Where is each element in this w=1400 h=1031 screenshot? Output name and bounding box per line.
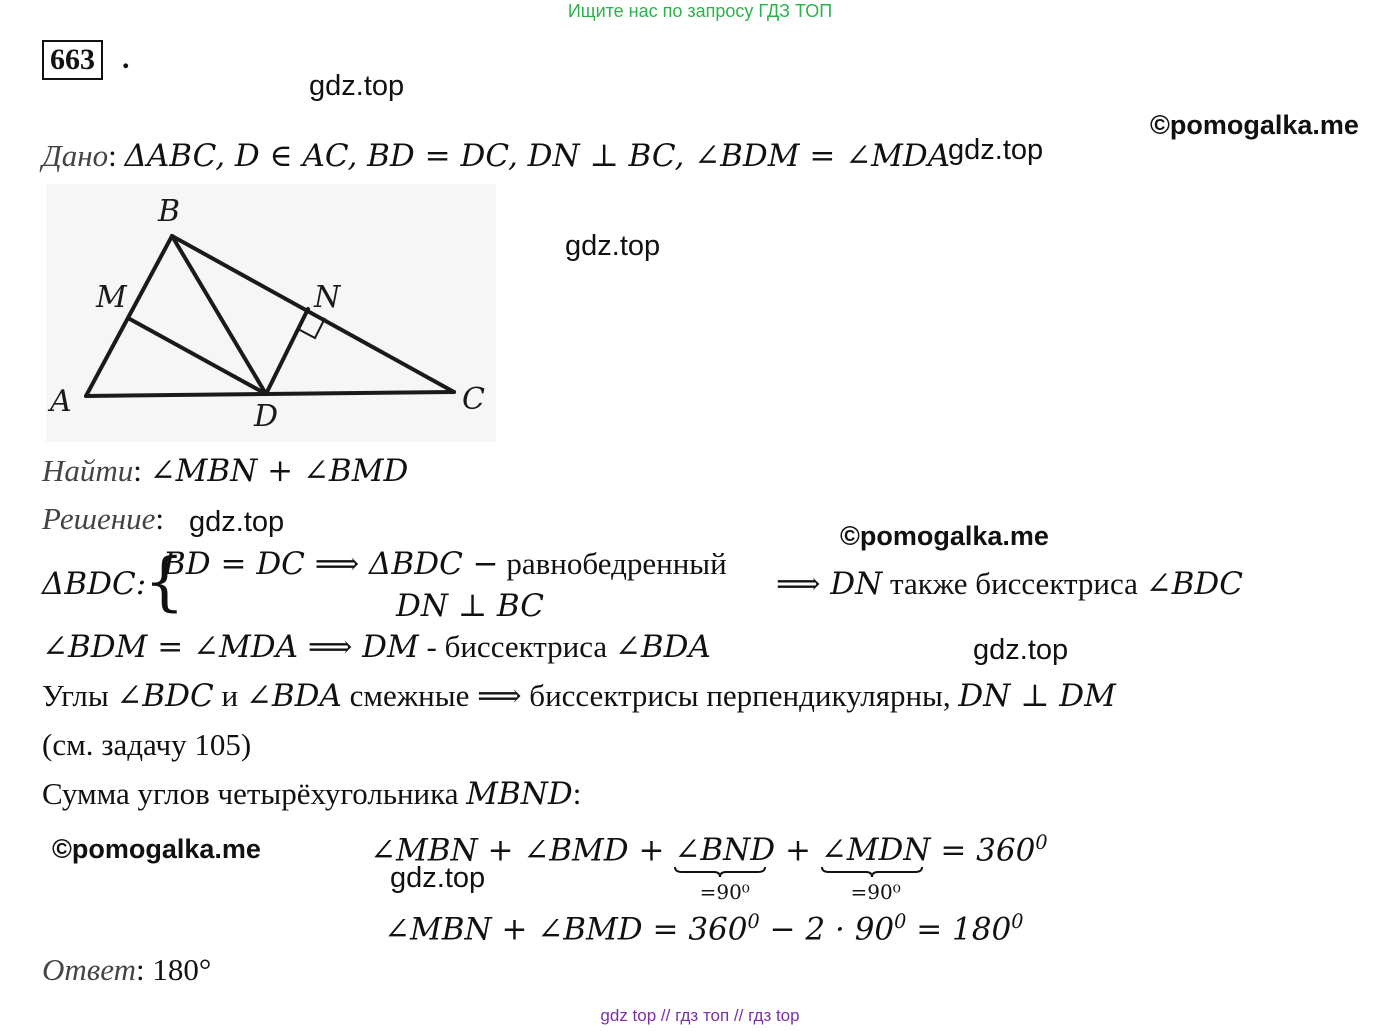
side-bc <box>172 236 454 392</box>
system-line-1 <box>163 546 727 582</box>
label-n: N <box>314 280 341 315</box>
step2-angle: ∠BDA <box>614 629 711 665</box>
underbrace-mdn <box>820 832 931 905</box>
label-m: M <box>96 280 127 315</box>
step2-math: ∠BDM = ∠MDA ⟹ DM <box>42 629 419 665</box>
system-brace: { <box>144 545 185 619</box>
system-line-2 <box>396 588 544 624</box>
watermark-gdz: gdz.top <box>973 634 1069 666</box>
step2-word: - биссектриса <box>418 629 615 664</box>
step5-math: MBND <box>466 776 573 812</box>
step-3 <box>42 678 1116 714</box>
equation-2 <box>384 904 1023 947</box>
step3-w2: и <box>213 678 246 713</box>
eq2-s3: 0 <box>1011 910 1024 933</box>
label-d: D <box>254 399 279 434</box>
system-prefix-text: ΔBDC: <box>42 566 147 602</box>
eq2-p1: ∠MBN + ∠BMD = 360 <box>384 911 748 948</box>
eq1-brace2: ∠MDN <box>820 832 931 869</box>
step3-w1: Углы <box>42 678 117 713</box>
eq2-p2: − 2 · 90 <box>759 911 895 948</box>
system-result-angle: ∠BDC <box>1145 566 1243 602</box>
given-text: ΔABC, D ∈ AC, BD = DC, DN ⊥ BC, ∠BDM = ∠MDA <box>124 138 951 174</box>
eq1-sub1: =90⁰ <box>699 880 750 905</box>
step-4: (см. задачу 105) <box>42 727 252 762</box>
solution-line <box>42 501 164 537</box>
eq1-plus: + <box>775 832 821 869</box>
watermark-gdz: gdz.top <box>189 506 285 538</box>
step5-colon: : <box>572 776 582 811</box>
given-label: Дано <box>42 138 109 173</box>
given-line <box>42 138 950 174</box>
system-line2-math: DN ⊥ BC <box>396 588 544 624</box>
given-colon: : <box>108 138 125 173</box>
eq1-tail-sup: 0 <box>1035 831 1048 854</box>
watermark-gdz: gdz.top <box>309 70 405 102</box>
step3-a2: ∠BDA <box>245 678 342 714</box>
eq2-p3: = 180 <box>906 911 1012 948</box>
eq1-part1: ∠MBN + ∠BMD + <box>370 832 675 869</box>
eq1-tail: = 360 <box>930 832 1036 869</box>
eq2-s2: 0 <box>894 910 907 933</box>
system-result-math: ⟹ DN <box>776 566 883 602</box>
underbrace-bnd <box>674 832 776 905</box>
step3-a1: ∠BDC <box>116 678 214 714</box>
footer-links[interactable]: gdz top // гдз топ // гдз top <box>600 1006 800 1025</box>
step-5 <box>42 776 581 812</box>
side-ac <box>86 392 454 396</box>
triangle-figure <box>46 184 496 442</box>
watermark-pomogalka: ©pomogalka.me <box>1150 110 1359 140</box>
system-line1-word: равнобедренный <box>498 546 727 581</box>
answer-value: : 180° <box>135 952 212 987</box>
solution-label: Решение <box>42 501 156 536</box>
eq1-brace1: ∠BND <box>674 832 776 869</box>
watermark-gdz: gdz.top <box>565 230 661 262</box>
step3-w3: смежные <box>341 678 478 713</box>
eq2-s1: 0 <box>747 910 760 933</box>
label-b: B <box>158 194 181 229</box>
watermark-pomogalka: ©pomogalka.me <box>52 834 261 864</box>
solution-colon: : <box>155 501 164 536</box>
step3-arrow: ⟹ <box>477 678 522 714</box>
watermark-gdz: gdz.top <box>390 862 486 894</box>
find-line <box>42 453 408 489</box>
answer-label: Ответ <box>42 952 136 987</box>
step3-w4: биссектрисы перпендикулярны, <box>521 678 959 713</box>
step5-word: Сумма углов четырёхугольника <box>42 776 467 811</box>
watermark-pomogalka: ©pomogalka.me <box>840 521 1049 551</box>
find-colon: : <box>133 453 150 488</box>
system-prefix <box>42 566 146 602</box>
side-ab <box>86 236 172 396</box>
label-c: C <box>462 382 485 417</box>
step3-m: DN ⊥ DM <box>958 678 1116 714</box>
system-result <box>776 566 1243 602</box>
eq1-sub2: =90⁰ <box>850 880 901 905</box>
problem-number-dot: . <box>122 42 130 75</box>
find-label: Найти <box>42 453 134 488</box>
watermark-gdz: gdz.top <box>948 134 1044 166</box>
problem-number: 663 <box>42 40 103 80</box>
step-2 <box>42 629 711 665</box>
answer-line <box>42 952 211 988</box>
system-result-word: также биссектриса <box>882 566 1146 601</box>
find-text: ∠MBN + ∠BMD <box>149 453 409 489</box>
segment-dn <box>266 309 308 394</box>
system-line1-math: BD = DC ⟹ ΔBDC − <box>163 546 499 582</box>
label-a: A <box>50 384 72 419</box>
top-banner[interactable]: Ищите нас по запросу ГДЗ ТОП <box>567 1 833 21</box>
